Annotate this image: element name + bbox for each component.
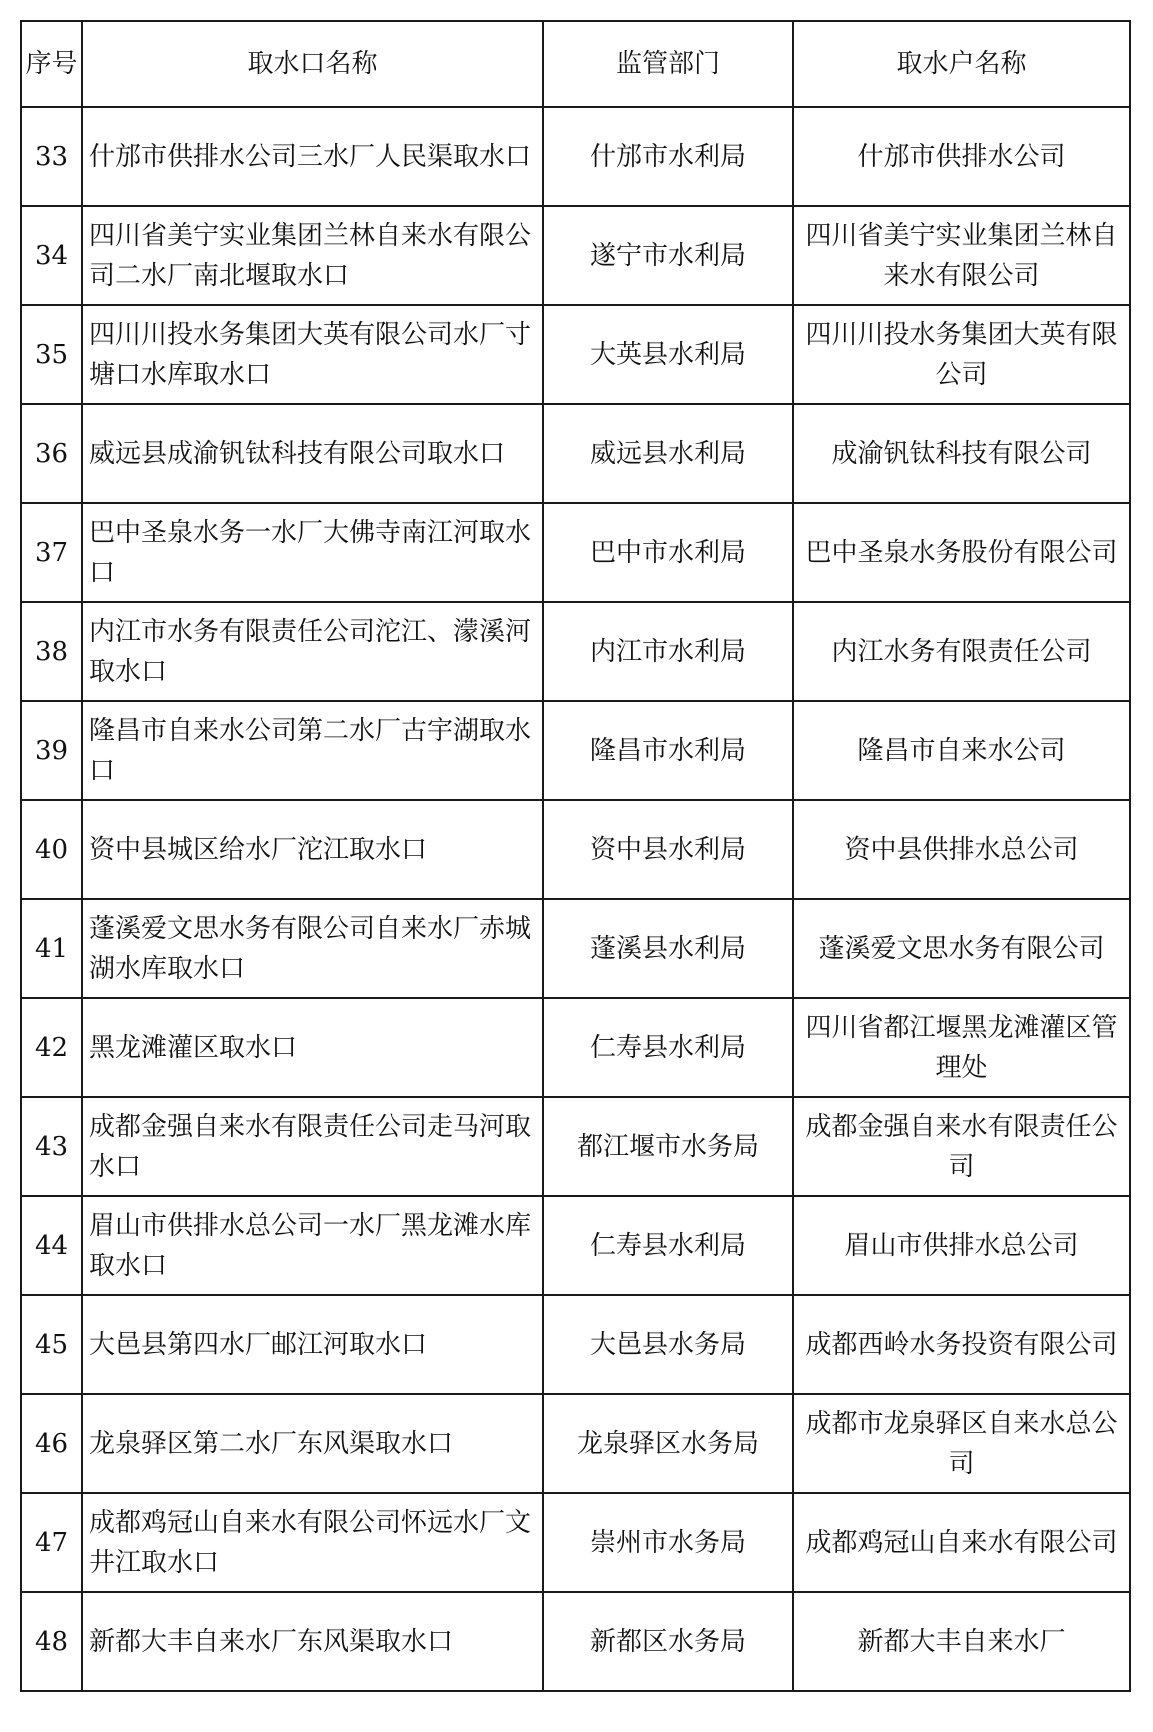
water-user-name-cell <box>793 1493 1130 1592</box>
supervising-dept-cell-text: 仁寿县水利局 <box>589 1032 746 1063</box>
intake-name-cell-text: 威远县成渝钒钛科技有限公司取水口 <box>89 438 506 469</box>
intake-name-cell <box>82 602 543 701</box>
serial-number-cell-text: 40 <box>34 834 69 865</box>
water-user-name-cell-text: 眉山市供排水总公司 <box>844 1230 1079 1261</box>
intake-name-cell <box>82 1196 543 1295</box>
supervising-dept-cell <box>543 800 793 899</box>
serial-number-cell-text: 44 <box>34 1230 69 1261</box>
serial-number-cell <box>21 206 82 305</box>
supervising-dept-cell <box>543 998 793 1097</box>
table-row <box>21 800 1130 899</box>
water-user-name-cell-text: 成都鸡冠山自来水有限公司 <box>805 1527 1118 1558</box>
water-user-name-cell-text: 资中县供排水总公司 <box>844 834 1079 865</box>
serial-number-cell-text: 33 <box>34 141 69 172</box>
intake-name-cell <box>82 998 543 1097</box>
table-row <box>21 998 1130 1097</box>
table-row <box>21 404 1130 503</box>
intake-name-cell <box>82 701 543 800</box>
supervising-dept-cell-text: 资中县水利局 <box>589 834 746 865</box>
water-intake-table <box>20 20 1131 1692</box>
supervising-dept-cell <box>543 602 793 701</box>
supervising-dept-cell <box>543 503 793 602</box>
water-user-name-cell <box>793 107 1130 206</box>
table-row <box>21 701 1130 800</box>
serial-number-cell <box>21 899 82 998</box>
supervising-dept-cell <box>543 404 793 503</box>
serial-number-cell <box>21 1295 82 1394</box>
intake-name-cell <box>82 305 543 404</box>
intake-name-cell-text: 成都金强自来水有限责任公司走马河取水口 <box>89 1111 532 1182</box>
table-row <box>21 107 1130 206</box>
supervising-dept-cell-text: 威远县水利局 <box>589 438 746 469</box>
intake-name-cell <box>82 107 543 206</box>
supervising-dept-cell <box>543 206 793 305</box>
serial-number-cell <box>21 602 82 701</box>
table-row <box>21 602 1130 701</box>
intake-name-cell-text: 隆昌市自来水公司第二水厂古宇湖取水口 <box>89 715 532 786</box>
intake-name-cell-text: 四川省美宁实业集团兰林自来水有限公司二水厂南北堰取水口 <box>89 220 532 291</box>
supervising-dept-cell <box>543 1295 793 1394</box>
supervising-dept-cell <box>543 701 793 800</box>
water-user-name-cell <box>793 899 1130 998</box>
serial-number-cell <box>21 1394 82 1493</box>
intake-name-cell <box>82 1394 543 1493</box>
water-user-name-cell-text: 四川省都江堰黑龙滩灌区管理处 <box>805 1012 1118 1083</box>
intake-name-cell <box>82 1592 543 1691</box>
table-row <box>21 503 1130 602</box>
supervising-dept-cell <box>543 305 793 404</box>
water-user-name-cell-text: 巴中圣泉水务股份有限公司 <box>805 537 1118 568</box>
header-row <box>21 21 1130 107</box>
serial-number-cell-text: 41 <box>34 933 69 964</box>
supervising-dept-cell <box>543 1196 793 1295</box>
header-water-user-name: 取水户名称 <box>793 21 1130 107</box>
supervising-dept-cell-text: 大邑县水务局 <box>589 1329 746 1360</box>
supervising-dept-cell-text: 仁寿县水利局 <box>589 1230 746 1261</box>
water-user-name-cell-text: 隆昌市自来水公司 <box>857 735 1066 766</box>
intake-name-cell <box>82 800 543 899</box>
intake-name-cell-text: 龙泉驿区第二水厂东风渠取水口 <box>89 1428 454 1459</box>
supervising-dept-cell-text: 隆昌市水利局 <box>589 735 746 766</box>
water-user-name-cell-text: 内江水务有限责任公司 <box>831 636 1092 667</box>
header-intake-name: 取水口名称 <box>82 21 543 107</box>
intake-name-cell-text: 什邡市供排水公司三水厂人民渠取水口 <box>89 141 532 172</box>
water-user-name-cell-text: 成都金强自来水有限责任公司 <box>805 1111 1118 1182</box>
intake-name-cell-text: 黑龙滩灌区取水口 <box>89 1032 298 1063</box>
table-row <box>21 1592 1130 1691</box>
water-user-name-cell-text: 成渝钒钛科技有限公司 <box>831 438 1092 469</box>
serial-number-cell-text: 37 <box>34 537 69 568</box>
water-user-name-cell <box>793 404 1130 503</box>
water-user-name-cell <box>793 503 1130 602</box>
supervising-dept-cell <box>543 899 793 998</box>
serial-number-cell-text: 47 <box>34 1527 69 1558</box>
water-user-name-cell-text: 新都大丰自来水厂 <box>857 1626 1066 1657</box>
intake-name-cell-text: 蓬溪爱文思水务有限公司自来水厂赤城湖水库取水口 <box>89 913 532 984</box>
serial-number-cell-text: 45 <box>34 1329 69 1360</box>
serial-number-cell <box>21 404 82 503</box>
water-user-name-cell <box>793 800 1130 899</box>
intake-name-cell-text: 巴中圣泉水务一水厂大佛寺南江河取水口 <box>89 517 532 588</box>
supervising-dept-cell-text: 遂宁市水利局 <box>589 240 746 271</box>
intake-name-cell-text: 资中县城区给水厂沱江取水口 <box>89 834 428 865</box>
intake-name-cell <box>82 503 543 602</box>
water-user-name-cell-text: 四川川投水务集团大英有限公司 <box>805 319 1118 390</box>
water-user-name-cell <box>793 1196 1130 1295</box>
supervising-dept-cell <box>543 1097 793 1196</box>
supervising-dept-cell <box>543 1394 793 1493</box>
table-row <box>21 1097 1130 1196</box>
serial-number-cell-text: 34 <box>34 240 69 271</box>
supervising-dept-cell-text: 蓬溪县水利局 <box>589 933 746 964</box>
supervising-dept-cell-text: 大英县水利局 <box>589 339 746 370</box>
intake-name-cell <box>82 1493 543 1592</box>
serial-number-cell-text: 38 <box>34 636 69 667</box>
intake-name-cell-text: 新都大丰自来水厂东风渠取水口 <box>89 1626 454 1657</box>
intake-name-cell <box>82 404 543 503</box>
intake-name-cell <box>82 899 543 998</box>
intake-name-cell-text: 内江市水务有限责任公司沱江、濛溪河取水口 <box>89 616 532 687</box>
intake-name-cell-text: 眉山市供排水总公司一水厂黑龙滩水库取水口 <box>89 1210 532 1281</box>
serial-number-cell-text: 36 <box>34 438 69 469</box>
intake-name-cell <box>82 206 543 305</box>
serial-number-cell-text: 46 <box>34 1428 69 1459</box>
serial-number-cell <box>21 1493 82 1592</box>
serial-number-cell <box>21 998 82 1097</box>
serial-number-cell-text: 42 <box>34 1032 69 1063</box>
water-user-name-cell <box>793 1394 1130 1493</box>
serial-number-cell-text: 48 <box>34 1626 69 1657</box>
water-user-name-cell <box>793 1592 1130 1691</box>
water-user-name-cell <box>793 206 1130 305</box>
serial-number-cell <box>21 1097 82 1196</box>
table-row <box>21 899 1130 998</box>
water-user-name-cell-text: 成都市龙泉驿区自来水总公司 <box>805 1408 1118 1479</box>
intake-name-cell-text: 大邑县第四水厂邮江河取水口 <box>89 1329 428 1360</box>
serial-number-cell <box>21 1592 82 1691</box>
serial-number-cell <box>21 503 82 602</box>
water-user-name-cell-text: 成都西岭水务投资有限公司 <box>805 1329 1118 1360</box>
supervising-dept-cell <box>543 1493 793 1592</box>
intake-name-cell <box>82 1097 543 1196</box>
header-serial-number: 序号 <box>21 21 82 107</box>
serial-number-cell-text: 39 <box>34 735 69 766</box>
water-user-name-cell <box>793 998 1130 1097</box>
water-user-name-cell <box>793 1097 1130 1196</box>
serial-number-cell <box>21 800 82 899</box>
table-row <box>21 1493 1130 1592</box>
serial-number-cell <box>21 1196 82 1295</box>
supervising-dept-cell-text: 巴中市水利局 <box>589 537 746 568</box>
serial-number-cell <box>21 701 82 800</box>
water-user-name-cell-text: 什邡市供排水公司 <box>857 141 1066 172</box>
supervising-dept-cell-text: 都江堰市水务局 <box>576 1131 759 1162</box>
supervising-dept-cell-text: 内江市水利局 <box>589 636 746 667</box>
table-row <box>21 1196 1130 1295</box>
serial-number-cell <box>21 305 82 404</box>
serial-number-cell-text: 35 <box>34 339 69 370</box>
supervising-dept-cell-text: 龙泉驿区水务局 <box>576 1428 759 1459</box>
water-user-name-cell <box>793 1295 1130 1394</box>
table-body <box>21 107 1130 1691</box>
intake-name-cell-text: 四川川投水务集团大英有限公司水厂寸塘口水库取水口 <box>89 319 532 390</box>
table-row <box>21 305 1130 404</box>
serial-number-cell-text: 43 <box>34 1131 69 1162</box>
serial-number-cell <box>21 107 82 206</box>
supervising-dept-cell <box>543 107 793 206</box>
supervising-dept-cell-text: 新都区水务局 <box>589 1626 746 1657</box>
supervising-dept-cell-text: 崇州市水务局 <box>589 1527 746 1558</box>
table-row <box>21 1394 1130 1493</box>
supervising-dept-cell-text: 什邡市水利局 <box>589 141 746 172</box>
water-user-name-cell <box>793 701 1130 800</box>
water-user-name-cell-text: 四川省美宁实业集团兰林自来水有限公司 <box>805 220 1118 291</box>
water-user-name-cell <box>793 305 1130 404</box>
table-row <box>21 1295 1130 1394</box>
supervising-dept-cell <box>543 1592 793 1691</box>
table-row <box>21 206 1130 305</box>
header-supervising-dept: 监管部门 <box>543 21 793 107</box>
intake-name-cell-text: 成都鸡冠山自来水有限公司怀远水厂文井江取水口 <box>89 1507 532 1578</box>
water-user-name-cell-text: 蓬溪爱文思水务有限公司 <box>818 933 1105 964</box>
table-header <box>21 21 1130 107</box>
intake-name-cell <box>82 1295 543 1394</box>
water-user-name-cell <box>793 602 1130 701</box>
